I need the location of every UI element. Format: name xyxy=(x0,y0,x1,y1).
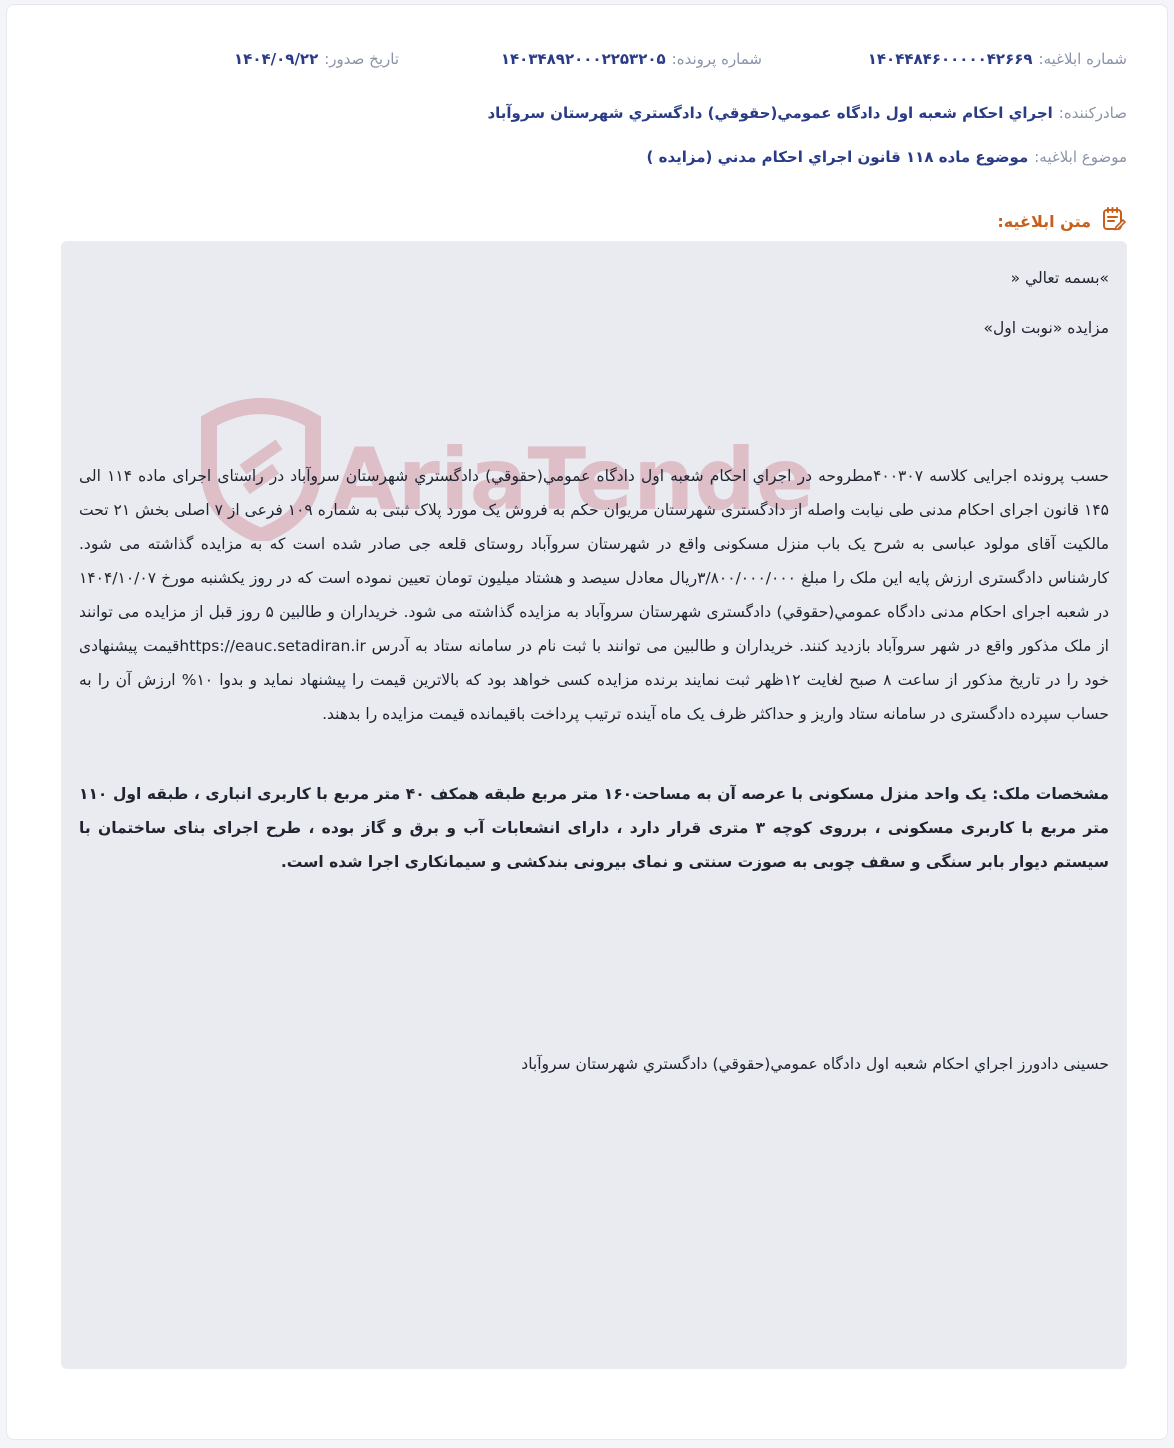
subject-label: موضوع ابلاغيه: xyxy=(1034,148,1127,166)
notice-content-box xyxy=(61,241,1127,1369)
notice-card xyxy=(6,4,1168,1440)
watermark-text: AriaTende xyxy=(331,430,811,530)
notice-main-paragraph: حسب پرونده اجرايی کلاسه ۴۰۰۳۰۷مطروحه در اجراي احکام شعبه اول دادگاه عمومي(حقوقي) دادگستري شهرستان سروآباد در راستای اجرای ماده ۱۱۴ الی ۱۴۵ قانون اجرای احکام مدنی طی نیابت واصله از دادگستری شهرستان مریوان حکم به فروش یک مورد پلاک ثبتی به شماره ۱۰۹ فرعی از ۷ اصلی بخش ۲۱ تحت مالکیت آقای مولود عباسی به شرح یک باب منزل مسکونی واقع در شهرستان سروآباد روستای قلعه جی صادر شده است که به مزایده گذاشته می شود. کارشناس دادگستری ارزش پایه این ملک را مبلغ ۳/۸۰۰/۰۰۰/۰۰۰ریال معادل سیصد و هشتاد میلیون تومان تعیین نموده است که در روز یکشنبه مورخ ۱۴۰۴/۱۰/۰۷ در شعبه اجرای احکام مدنی دادگاه عمومي(حقوقي) دادگستری شهرستان سروآباد به مزایده گذاشته می شود. خریداران و طالبین ۵ روز قبل از مزایده می توانند از ملک مذکور واقع در شهر سروآباد بازدید کنند. خریداران و طالبین می توانند با ثبت نام در سامانه ستاد به آدرس https://eauc.setadiran.irقیمت پیشنهادی خود را در تاریخ مذکور از ساعت ۸ صبح لغایت ۱۲ظهر ثبت نمایند برنده مزایده کسی خواهد بود که بالاترین قیمت را پیشنهاد نماید و بدوا ۱۰% ارزش آن را به حساب سپرده دادگستری در سامانه ستاد واریز و حداکثر ظرف یک ماه آینده ترتیب پرداخت باقیمانده قیمت مزایده را بدهند. xyxy=(79,467,1110,723)
subject-value: موضوع ماده ۱۱۸ قانون اجراي احکام مدني (مزايده ) xyxy=(646,148,1029,166)
issue-date-value: ۱۴۰۴/۰۹/۲۲ xyxy=(234,50,319,68)
property-specs-paragraph: مشخصات ملک: یک واحد منزل مسکونی با عرصه آن به مساحت۱۶۰ متر مربع طبقه همکف ۴۰ متر مربع با کاربری انباری ، طبقه اول ۱۱۰ متر مربع با کاربری مسکونی ، برروی کوچه ۳ متری قرار دارد ، دارای انشعابات آب و برق و گاز بوده ، طرح اجرای بنای ساختمان با سیستم دیوار بابر سنگی و سقف چوبی به صوزت سنتی و نمای بیرونی بندکشی و سیمانکاری اجرا شده است. xyxy=(79,785,1109,871)
notice-text-heading xyxy=(997,205,1127,237)
auction-round: مزايده «نوبت اول» xyxy=(983,319,1109,337)
issuer-value: اجراي احکام شعبه اول دادگاه عمومي(حقوقي) دادگستري شهرستان سروآباد xyxy=(487,104,1053,122)
issue-date-label: تاريخ صدور: xyxy=(324,50,399,68)
notice-number xyxy=(868,47,1127,71)
issuer-label: صادرکننده: xyxy=(1058,104,1127,122)
issue-date xyxy=(234,47,399,71)
case-number-label: شماره پرونده: xyxy=(671,50,762,68)
notice-heading: »بسمه تعالي « xyxy=(1010,269,1109,287)
case-number-value: ۱۴۰۳۴۸۹۲۰۰۰۲۲۵۳۲۰۵ xyxy=(500,50,666,68)
notice-number-value: ۱۴۰۴۴۸۴۶۰۰۰۰۰۴۲۶۶۹ xyxy=(867,50,1033,68)
notice-text-title: متن ابلاغيه: xyxy=(997,211,1091,231)
notes-icon xyxy=(1099,205,1127,237)
signature-line: حسینی دادورز اجراي احکام شعبه اول دادگاه عمومي(حقوقي) دادگستري شهرستان سروآباد xyxy=(521,1055,1109,1073)
notice-number-label: شماره ابلاغيه: xyxy=(1038,50,1127,68)
meta-row-subject xyxy=(47,145,1127,169)
case-number xyxy=(501,47,762,71)
meta-row-issuer xyxy=(47,101,1127,125)
